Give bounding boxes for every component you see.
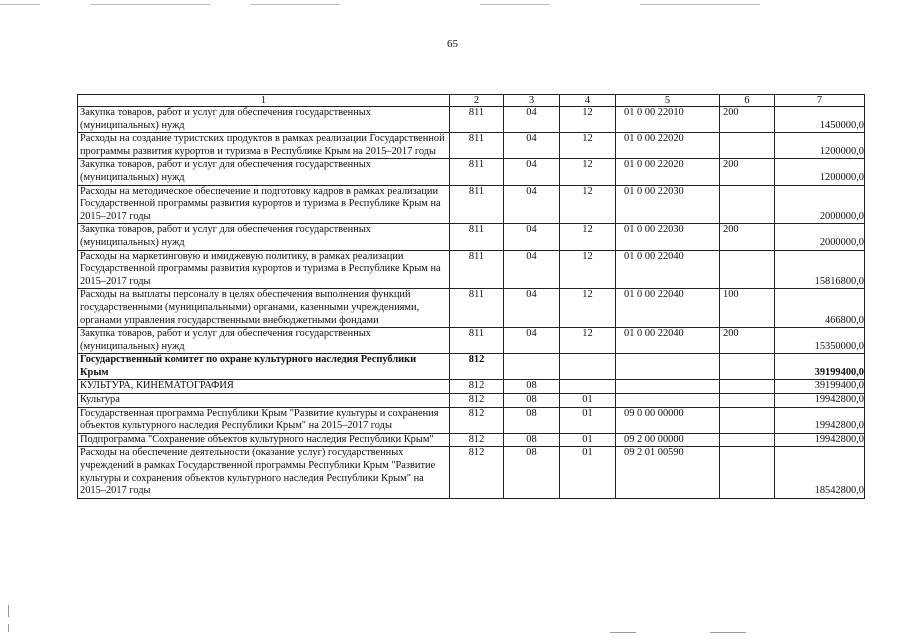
admin-code-cell: 811 (450, 289, 504, 328)
expense-type-cell (720, 407, 775, 433)
section-cell: 08 (504, 447, 560, 498)
section-cell: 04 (504, 185, 560, 224)
target-article-cell: 01 0 00 22030 (616, 224, 720, 250)
expense-type-cell (720, 394, 775, 408)
amount-cell: 18542800,0 (775, 447, 865, 498)
target-article-cell: 01 0 00 22020 (616, 159, 720, 185)
amount-cell: 2000000,0 (775, 185, 865, 224)
target-article-cell (616, 354, 720, 380)
subsection-cell (560, 380, 616, 394)
amount-cell: 466800,0 (775, 289, 865, 328)
table-row (78, 159, 865, 185)
subsection-cell: 01 (560, 433, 616, 447)
expense-type-cell (720, 433, 775, 447)
subsection-cell: 12 (560, 159, 616, 185)
subsection-cell: 12 (560, 224, 616, 250)
admin-code-cell: 812 (450, 433, 504, 447)
target-article-cell: 01 0 00 22040 (616, 250, 720, 289)
admin-code-cell: 811 (450, 224, 504, 250)
admin-code-cell: 811 (450, 107, 504, 133)
table-row (78, 224, 865, 250)
admin-code-cell: 812 (450, 447, 504, 498)
admin-code-cell: 811 (450, 250, 504, 289)
row-description: Закупка товаров, работ и услуг для обеспечения государственных (муниципальных) нужд (78, 328, 450, 354)
table-row (78, 394, 865, 408)
table-row (78, 380, 865, 394)
target-article-cell: 09 2 00 00000 (616, 433, 720, 447)
amount-cell: 2000000,0 (775, 224, 865, 250)
row-description: Культура (78, 394, 450, 408)
target-article-cell: 09 0 00 00000 (616, 407, 720, 433)
target-article-cell: 01 0 00 22040 (616, 289, 720, 328)
amount-cell: 19942800,0 (775, 394, 865, 408)
admin-code-cell: 811 (450, 185, 504, 224)
amount-cell: 19942800,0 (775, 433, 865, 447)
section-cell: 04 (504, 133, 560, 159)
table-header-row (78, 95, 865, 107)
admin-code-cell: 812 (450, 380, 504, 394)
row-description: КУЛЬТУРА, КИНЕМАТОГРАФИЯ (78, 380, 450, 394)
column-header: 3 (504, 95, 560, 107)
section-cell: 04 (504, 250, 560, 289)
table-row (78, 447, 865, 498)
subsection-cell: 12 (560, 133, 616, 159)
scan-mark (610, 632, 636, 633)
subsection-cell: 01 (560, 407, 616, 433)
expense-type-cell (720, 250, 775, 289)
column-header: 5 (616, 95, 720, 107)
scan-mark (250, 4, 340, 5)
scan-mark (480, 4, 550, 5)
row-description: Подпрограмма "Сохранение объектов культурного наследия Республики Крым" (78, 433, 450, 447)
row-description: Закупка товаров, работ и услуг для обеспечения государственных (муниципальных) нужд (78, 107, 450, 133)
expense-type-cell: 200 (720, 159, 775, 185)
section-cell: 08 (504, 380, 560, 394)
table-row (78, 185, 865, 224)
admin-code-cell: 811 (450, 328, 504, 354)
column-header: 6 (720, 95, 775, 107)
subsection-cell: 12 (560, 107, 616, 133)
subsection-cell: 12 (560, 185, 616, 224)
admin-code-cell: 812 (450, 354, 504, 380)
scan-mark (710, 632, 746, 633)
row-description: Закупка товаров, работ и услуг для обеспечения государственных (муниципальных) нужд (78, 224, 450, 250)
row-description: Расходы на выплаты персоналу в целях обеспечения выполнения функций государственными (муниципальными) органами, казенными учреждениями, органами управления государственными внебюджетными фондами (78, 289, 450, 328)
column-header: 7 (775, 95, 865, 107)
row-description: Расходы на маркетинговую и имиджевую политику, в рамках реализации Государственной программы развития курортов и туризма в Республике Крым на 2015–2017 годы (78, 250, 450, 289)
section-cell: 08 (504, 394, 560, 408)
table-row (78, 328, 865, 354)
subsection-cell: 01 (560, 447, 616, 498)
section-cell: 04 (504, 159, 560, 185)
table-row (78, 133, 865, 159)
table-row (78, 407, 865, 433)
amount-cell: 19942800,0 (775, 407, 865, 433)
amount-cell: 1200000,0 (775, 159, 865, 185)
subsection-cell (560, 354, 616, 380)
expense-type-cell (720, 447, 775, 498)
expense-type-cell (720, 354, 775, 380)
column-header: 4 (560, 95, 616, 107)
amount-cell: 1200000,0 (775, 133, 865, 159)
admin-code-cell: 811 (450, 159, 504, 185)
section-cell: 08 (504, 433, 560, 447)
expense-type-cell (720, 185, 775, 224)
amount-cell: 1450000,0 (775, 107, 865, 133)
section-cell: 04 (504, 107, 560, 133)
target-article-cell: 01 0 00 22010 (616, 107, 720, 133)
row-description: Государственная программа Республики Крым "Развитие культуры и сохранения объектов культурного наследия Республики Крым" на 2015–2017 годы (78, 407, 450, 433)
page-number: 65 (447, 38, 458, 50)
scan-mark (0, 4, 40, 5)
row-description: Расходы на создание туристских продуктов в рамках реализации Государственной программы развития курортов и туризма в Республике Крым на 2015–2017 годы (78, 133, 450, 159)
section-cell: 04 (504, 289, 560, 328)
scan-mark (640, 4, 760, 5)
expense-type-cell: 200 (720, 328, 775, 354)
target-article-cell (616, 380, 720, 394)
amount-cell: 39199400,0 (775, 354, 865, 380)
target-article-cell: 01 0 00 22040 (616, 328, 720, 354)
table-row (78, 354, 865, 380)
admin-code-cell: 811 (450, 133, 504, 159)
target-article-cell: 01 0 00 22020 (616, 133, 720, 159)
expense-type-cell (720, 133, 775, 159)
subsection-cell: 01 (560, 394, 616, 408)
budget-table (77, 94, 865, 499)
target-article-cell: 09 2 01 00590 (616, 447, 720, 498)
expense-type-cell (720, 380, 775, 394)
scan-mark (8, 624, 9, 632)
amount-cell: 39199400,0 (775, 380, 865, 394)
subsection-cell: 12 (560, 250, 616, 289)
column-header: 2 (450, 95, 504, 107)
table-row (78, 433, 865, 447)
section-cell: 04 (504, 328, 560, 354)
target-article-cell: 01 0 00 22030 (616, 185, 720, 224)
table-row (78, 107, 865, 133)
table-row (78, 289, 865, 328)
amount-cell: 15816800,0 (775, 250, 865, 289)
row-description: Государственный комитет по охране культурного наследия Республики Крым (78, 354, 450, 380)
row-description: Расходы на методическое обеспечение и подготовку кадров в рамках реализации Государственной программы развития курортов и туризма в Республике Крым на 2015–2017 годы (78, 185, 450, 224)
admin-code-cell: 812 (450, 407, 504, 433)
amount-cell: 15350000,0 (775, 328, 865, 354)
section-cell: 08 (504, 407, 560, 433)
subsection-cell: 12 (560, 328, 616, 354)
expense-type-cell: 100 (720, 289, 775, 328)
row-description: Закупка товаров, работ и услуг для обеспечения государственных (муниципальных) нужд (78, 159, 450, 185)
admin-code-cell: 812 (450, 394, 504, 408)
expense-type-cell: 200 (720, 107, 775, 133)
target-article-cell (616, 394, 720, 408)
row-description: Расходы на обеспечение деятельности (оказание услуг) государственных учреждений в рамках Государственной программы Республики Крым "Развитие культуры и сохранения объектов культурного наследия Республики Крым" на 2015–2017 годы (78, 447, 450, 498)
scan-mark (8, 605, 9, 617)
section-cell: 04 (504, 224, 560, 250)
table-row (78, 250, 865, 289)
column-header: 1 (78, 95, 450, 107)
section-cell (504, 354, 560, 380)
expense-type-cell: 200 (720, 224, 775, 250)
subsection-cell: 12 (560, 289, 616, 328)
scan-mark (90, 4, 210, 5)
